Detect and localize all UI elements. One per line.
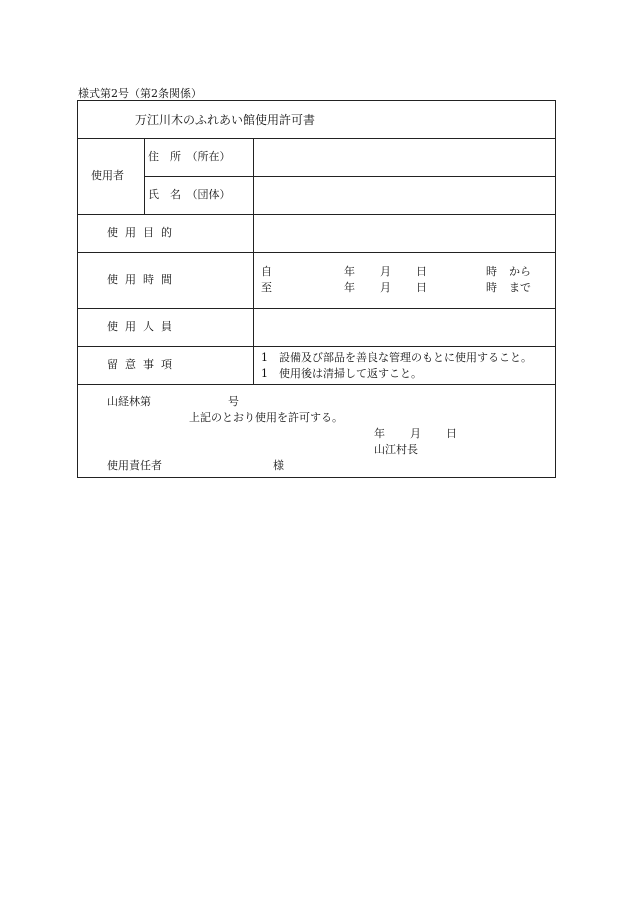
personnel-label: 使用人員 (107, 320, 179, 333)
note-item: 1 使用後は清掃して返すこと。 (261, 367, 422, 380)
permit-form (77, 100, 556, 478)
ref-prefix: 山経林第 (107, 395, 151, 408)
note-item: 1 設備及び部品を善良な管理のもとに使用すること。 (261, 351, 532, 364)
row-divider (78, 252, 555, 253)
name-label: 氏 名 （団体） (148, 188, 231, 201)
row-divider (78, 346, 555, 347)
date-day: 日 (446, 427, 457, 440)
row-divider (144, 176, 555, 177)
personnel-field[interactable] (255, 310, 553, 344)
time-from-day: 日 (416, 265, 427, 278)
column-divider (253, 138, 254, 384)
row-divider (78, 308, 555, 309)
row-divider (78, 214, 555, 215)
form-caption: 様式第2号（第2条関係） (78, 87, 202, 100)
time-to-day: 日 (416, 281, 427, 294)
time-from-month: 月 (380, 265, 391, 278)
row-divider (78, 138, 555, 139)
time-to-suffix: まで (509, 281, 531, 294)
time-from-year: 年 (344, 265, 355, 278)
purpose-field[interactable] (255, 216, 553, 250)
time-label: 使用時間 (107, 273, 179, 286)
responsible-label: 使用責任者 (107, 459, 162, 472)
time-from-hour: 時 (486, 265, 497, 278)
row-divider (78, 384, 555, 385)
honorific: 様 (273, 459, 284, 472)
time-to-hour: 時 (486, 281, 497, 294)
date-month: 月 (410, 427, 421, 440)
time-from-suffix: から (509, 265, 531, 278)
time-to-year: 年 (344, 281, 355, 294)
ref-suffix: 号 (228, 395, 239, 408)
time-to-prefix: 至 (261, 281, 272, 294)
name-field[interactable] (255, 178, 553, 212)
permit-statement: 上記のとおり使用を許可する。 (189, 411, 343, 424)
address-field[interactable] (255, 140, 553, 174)
date-year: 年 (374, 427, 385, 440)
form-title: 万江川木のふれあい館使用許可書 (135, 113, 316, 127)
user-label: 使用者 (91, 169, 124, 182)
column-divider (144, 138, 145, 214)
notes-label: 留意事項 (107, 358, 179, 371)
time-to-month: 月 (380, 281, 391, 294)
time-from-prefix: 自 (261, 265, 272, 278)
address-label: 住 所 （所在） (148, 150, 231, 163)
issuer: 山江村長 (374, 443, 418, 456)
purpose-label: 使用目的 (107, 226, 179, 239)
